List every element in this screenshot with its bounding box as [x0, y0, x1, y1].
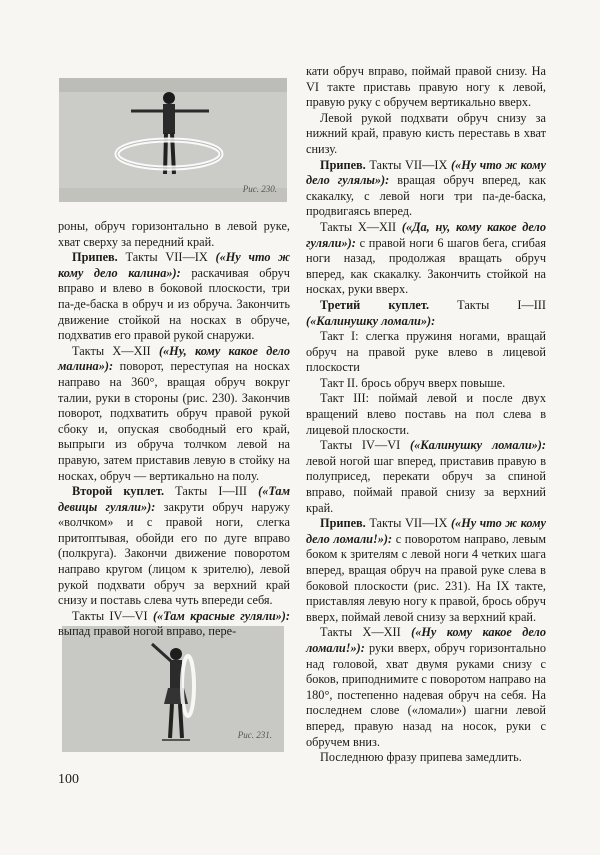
right_column-paragraph	[306, 750, 546, 766]
text-run: («Ну что ж кому дело ломали!»):	[306, 516, 546, 546]
right_column-paragraph	[306, 516, 546, 625]
text-run: («Да, ну, кому какое дело гуляли»):	[306, 219, 546, 250]
left_column-paragraph	[58, 219, 290, 250]
right_column-paragraph	[306, 329, 546, 376]
page-number: 100	[58, 772, 79, 787]
right_column-paragraph	[306, 64, 546, 111]
text-run: Такты VII—IX	[365, 516, 451, 531]
text-run: закрути обруч наружу «волчком» и с правой ноги, слегка притоптывая, обойди его по дуге вправо (полкруга). Закончи движение поворотом направо кругом (лицом к зрителю), левой рукой подхвати обруч за верхний край снизу и поставь слева чуть впереди себя.	[58, 499, 290, 608]
right_column-paragraph	[306, 376, 546, 392]
text-run: с поворотом направо, левым боком к зрителям с левой ноги 4 четких шага вперед, вращая обруч на правой руке слева в боковой плоскости (рис. 231). На IX такте, приставляя левую ногу к правой, брось обруч вверх, поймай левой снизу за верхний край.	[306, 531, 546, 624]
text-run: Такты VII—IX	[117, 250, 216, 265]
text-run: («Там красные гуляли»):	[152, 608, 290, 623]
figure-231-caption: Рис. 231.	[237, 730, 272, 740]
text-run: Такты I—III	[164, 484, 259, 499]
text-run: Последнюю фразу припева замедлить.	[320, 750, 522, 765]
text-run: роны, обруч горизонтально в левой руке, хват сверху за передний край.	[58, 219, 290, 249]
figure-230-caption: Рис. 230.	[242, 184, 277, 194]
text-run: Такты X—XII	[320, 219, 402, 234]
left-text-column	[58, 219, 290, 640]
text-run: выпад правой ногой вправо, пере-	[58, 624, 237, 639]
text-run: Припев.	[320, 157, 366, 172]
text-run: Такты X—XII	[72, 343, 159, 358]
text-run: с правой ноги 6 шагов бега, сгибая ноги назад, продолжая вращать обруч вперед, как скакалку. Закончить стойкой на носках, руки вверх.	[306, 235, 546, 297]
text-run: («Ну кому какое дело ломали!»):	[306, 625, 546, 655]
figure-231	[62, 626, 284, 752]
figure-230	[59, 78, 287, 202]
text-run: («Там девицы гуляли»):	[58, 484, 290, 514]
text-run: («Калинушку ломали»):	[306, 313, 436, 328]
right_column-paragraph	[306, 158, 546, 220]
text-run: Такт III: поймай левой и после двух вращений влево поставь на пол слева в лицевой плоскости.	[306, 391, 546, 437]
text-run: Второй куплет.	[72, 484, 165, 499]
text-run: Третий куплет.	[320, 297, 430, 312]
text-run: Такты X—XII	[320, 625, 412, 640]
text-run: Такт II. брось обруч вверх повыше.	[320, 375, 506, 390]
text-run: («Ну что ж кому дело гулялы»):	[306, 157, 546, 188]
text-run: Такты VII—IX	[365, 157, 451, 172]
text-run: Такт I: слегка пружиня ногами, вращай обруч на правой руке влево в лицевой плоскости	[306, 329, 546, 375]
text-run: поворот, переступая на носках направо на 360°, вращая обруч вокруг талии, руки в стороны (рис. 230). Закончив поворот, подхватить обруч правой рукой сбоку и, опуская свободный его край, выпрыги из обруча толчком левой на правую, затем приставив левую в стойку на носках, обруч — вертикально на полу.	[58, 359, 290, 483]
text-run: вращая обруч вперед, как скакалку, с левой ноги три па-де-баска, продвигаясь вперед.	[306, 173, 547, 219]
text-run: Такты IV—VI	[320, 438, 411, 453]
left_column-paragraph	[58, 344, 290, 484]
text-run: Такты IV—VI	[72, 608, 153, 623]
left_column-paragraph	[58, 250, 290, 344]
text-run: Припев.	[320, 516, 366, 531]
text-run: левой ногой шаг вперед, приставив правую в полуприсед, перекати обруч за спиной вправо, поймай правой снизу за верхний край.	[306, 453, 546, 515]
text-run: («Ну что ж кому дело калина»):	[58, 250, 290, 280]
right-text-column	[306, 64, 546, 766]
text-run: руки вверх, обруч горизонтально над головой, хват двумя руками снизу с боков, приподнимите с поворотом направо на 180°, постепенно надевая обруч на себя. На последнем слове («ломали») шагни левой вперед, правую назад на носок, руки с обручем вниз.	[306, 640, 546, 749]
left_column-paragraph	[58, 609, 290, 640]
text-run: кати обруч вправо, поймай правой снизу. На VI такте приставь правую ногу к левой, правую руку с обручем вертикально вверх.	[306, 64, 546, 110]
right_column-paragraph	[306, 625, 546, 750]
text-run: Такты I—III	[429, 297, 546, 312]
right_column-paragraph	[306, 298, 546, 329]
text-run: Левой рукой подхвати обруч снизу за нижний край, правую кисть переставь в хват снизу.	[306, 110, 546, 156]
right_column-paragraph	[306, 220, 546, 298]
left_column-paragraph	[58, 484, 290, 609]
right_column-paragraph	[306, 391, 546, 438]
right_column-paragraph	[306, 438, 546, 516]
text-run: («Ну, кому какое дело малина»):	[58, 343, 290, 374]
text-run: Припев.	[72, 250, 118, 265]
text-run: раскачивая обруч вправо и влево в боковой плоскости, три па-де-баска в обруч и из обруча. Закончить движение стойкой на носках в обруче, подхватив его правой рукой снаружи.	[58, 265, 290, 343]
right_column-paragraph	[306, 111, 546, 158]
text-run: («Калинушку ломали»):	[410, 438, 546, 453]
